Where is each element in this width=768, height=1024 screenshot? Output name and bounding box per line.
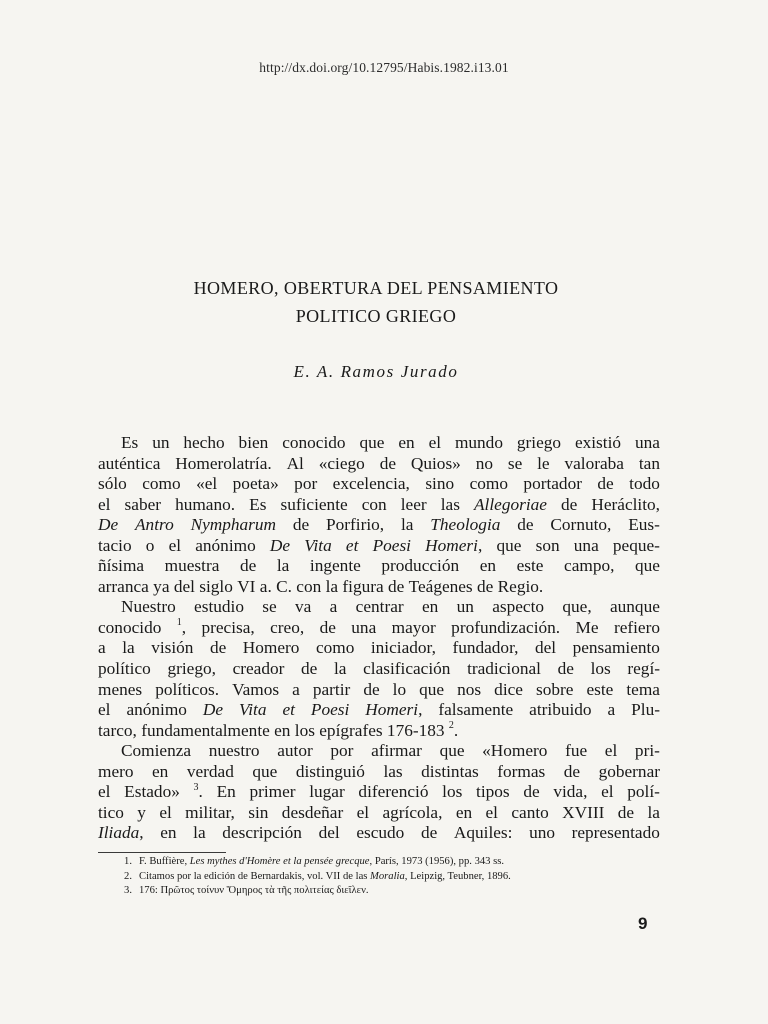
- word: en: [421, 597, 439, 617]
- word: desdeñar: [281, 802, 344, 822]
- word: de: [363, 679, 380, 699]
- word: «el: [196, 474, 218, 494]
- word: de: [319, 617, 336, 637]
- word: clasificación: [363, 659, 451, 679]
- word: Regio.: [497, 576, 544, 596]
- text-line: [98, 495, 660, 516]
- word: el: [159, 802, 172, 822]
- word: conocido: [282, 433, 346, 452]
- body-text: [98, 433, 660, 844]
- word: en: [455, 802, 473, 822]
- word: ingente: [309, 556, 361, 576]
- word: precisa,: [201, 617, 255, 637]
- word: a: [292, 679, 300, 699]
- word: polí-: [627, 782, 660, 802]
- word: la: [276, 556, 290, 576]
- word: la: [333, 659, 347, 679]
- word: muestra: [164, 556, 220, 576]
- footnote-text: 176: Πρῶτος τοίνυν Ὅμηρος τὰ τῆς πολιτείας διεῖλεν.: [139, 885, 369, 896]
- author-name: E. A. Ramos Jurado: [293, 362, 459, 381]
- word: pri-: [634, 741, 660, 761]
- word: a: [607, 700, 616, 720]
- word: Heráclito,: [591, 494, 660, 514]
- word: afirmar: [371, 741, 422, 761]
- word: «Homero: [482, 741, 548, 761]
- word: se: [262, 597, 277, 617]
- word: Homerolatría.: [175, 453, 272, 473]
- word: una: [573, 535, 599, 555]
- word: en: [274, 720, 291, 740]
- word: ñísima: [98, 556, 145, 576]
- article-title-line-1: HOMERO, OBERTURA DEL PENSAMIENTO: [193, 278, 559, 298]
- word: C.: [276, 576, 292, 596]
- word: los: [590, 659, 611, 679]
- word: el: [168, 535, 182, 555]
- word: formas: [497, 761, 546, 781]
- word: menes: [98, 679, 143, 699]
- text-line: [98, 803, 660, 824]
- word: Comienza: [121, 741, 192, 761]
- word: tipos: [476, 782, 510, 802]
- word: las: [383, 761, 403, 781]
- word: de: [477, 576, 494, 596]
- word: canto: [511, 802, 549, 822]
- word: vida,: [553, 782, 588, 802]
- text-line: [98, 536, 660, 557]
- word: iniciador,: [370, 638, 436, 658]
- word: todo: [629, 474, 660, 494]
- article-title-line-2: POLITICO GRIEGO: [295, 306, 457, 326]
- word: humano.: [175, 494, 236, 514]
- word: la: [647, 802, 660, 822]
- word: $^3$.: [193, 781, 203, 802]
- word: saber: [124, 494, 162, 514]
- word: fundador,: [452, 638, 519, 658]
- footnote: [98, 870, 660, 885]
- word: un: [456, 597, 474, 617]
- word: le: [537, 453, 550, 473]
- word: Homeri,: [365, 700, 423, 720]
- word: estudio: [194, 597, 244, 617]
- word: 176-183: [386, 720, 445, 740]
- word: una: [351, 617, 377, 637]
- word: la: [325, 576, 339, 596]
- word: que: [359, 433, 385, 452]
- word: por: [330, 741, 354, 761]
- word: fue: [565, 741, 588, 761]
- word: a: [329, 597, 338, 617]
- text-line: [98, 474, 660, 495]
- word: el: [485, 802, 498, 822]
- word: De: [202, 700, 224, 720]
- word: de: [597, 474, 614, 494]
- word: Teágenes: [408, 576, 473, 596]
- word: en: [398, 433, 415, 452]
- word: los: [294, 720, 315, 740]
- word: descripción: [222, 823, 302, 843]
- word: et: [345, 535, 359, 555]
- word: Allegoriae: [473, 494, 547, 514]
- word: el: [428, 433, 442, 452]
- word: y: [137, 802, 146, 822]
- text-line: [98, 680, 660, 701]
- word: tema: [626, 679, 660, 699]
- word: Theologia: [430, 515, 501, 535]
- word: el: [98, 782, 111, 802]
- word: visión: [151, 638, 194, 658]
- word: Nympharum: [190, 515, 277, 535]
- word: regí-: [627, 659, 660, 679]
- word: pensamiento: [572, 638, 660, 658]
- word: que,: [562, 597, 592, 617]
- word: gobernar: [598, 761, 660, 781]
- word: partir: [312, 679, 351, 699]
- word: et: [282, 700, 295, 720]
- word: existió: [574, 433, 622, 452]
- doi-link[interactable]: http://dx.doi.org/10.12795/Habis.1982.i13.01: [259, 60, 509, 75]
- text-line: [98, 454, 660, 475]
- word: griego: [516, 433, 562, 452]
- word: mayor: [391, 617, 436, 637]
- word: bien: [238, 433, 269, 452]
- word: del: [318, 823, 340, 843]
- word: centrar: [355, 597, 404, 617]
- word: agrícola,: [382, 802, 443, 822]
- word: de: [301, 659, 318, 679]
- word: Nuestro: [121, 597, 176, 617]
- footnote-text: Citamos por la edición de Bernardakis, vol. VII de las Moralia, Leipzig, Teubner, 1896.: [139, 870, 511, 882]
- word: que: [496, 535, 522, 555]
- footnote-number: 3.: [124, 885, 132, 896]
- word: sobre: [536, 679, 574, 699]
- text-line: [98, 618, 660, 639]
- word: político: [98, 659, 151, 679]
- word: como: [315, 638, 355, 658]
- word: Es: [121, 433, 139, 452]
- word: a: [98, 638, 106, 658]
- word: mundo: [454, 433, 503, 452]
- word: De: [98, 515, 119, 535]
- text-line: [98, 721, 660, 742]
- word: el: [356, 802, 370, 822]
- text-line: [98, 782, 660, 803]
- word: suficiente: [280, 494, 348, 514]
- word: Eus-: [628, 515, 660, 535]
- word: que: [635, 556, 660, 576]
- word: Me: [575, 617, 599, 637]
- word: En: [216, 782, 236, 802]
- word: de: [239, 556, 257, 576]
- word: Porfirio,: [326, 515, 385, 535]
- text-line: [98, 577, 660, 598]
- footnote-ref[interactable]: 1: [176, 617, 182, 629]
- word: diferenció: [358, 782, 429, 802]
- word: De: [269, 535, 291, 555]
- word: $^1$,: [176, 617, 187, 637]
- word: atribuido: [529, 700, 592, 720]
- word: con: [296, 576, 322, 596]
- text-line: [98, 515, 660, 536]
- word: una: [634, 433, 660, 452]
- word: por: [294, 474, 318, 494]
- word: del: [534, 638, 557, 658]
- word: o: [145, 535, 155, 555]
- word: nos: [457, 679, 482, 699]
- word: tacio: [98, 535, 132, 555]
- word: representado: [571, 823, 660, 843]
- word: tradicional: [467, 659, 541, 679]
- word: como: [142, 474, 181, 494]
- word: uno: [529, 823, 555, 843]
- footnote-ref[interactable]: 3: [193, 781, 199, 793]
- page-number: 9: [638, 914, 648, 933]
- word: Iliada,: [98, 823, 144, 843]
- word: primer: [249, 782, 296, 802]
- word: Poesi: [310, 700, 350, 720]
- word: los: [442, 782, 463, 802]
- word: de: [517, 515, 534, 535]
- word: se: [507, 453, 523, 473]
- word: auténtica: [98, 453, 161, 473]
- word: Estado»: [124, 782, 180, 802]
- word: políticos.: [155, 679, 220, 699]
- word: aunque: [609, 597, 660, 617]
- word: falsamente: [438, 700, 514, 720]
- word: no: [475, 453, 493, 473]
- text-line: [98, 597, 660, 618]
- word: como: [469, 474, 508, 494]
- word: son: [535, 535, 560, 555]
- word: creador: [232, 659, 285, 679]
- word: la: [400, 515, 414, 535]
- word: en: [160, 823, 177, 843]
- word: epígrafes: [319, 720, 383, 740]
- word: el: [604, 741, 618, 761]
- word: refiero: [613, 617, 660, 637]
- word: la: [193, 823, 206, 843]
- word: producción: [381, 556, 460, 576]
- word: valoraba: [564, 453, 624, 473]
- word: profundización.: [451, 617, 561, 637]
- word: verdad: [186, 761, 234, 781]
- word: en: [152, 761, 169, 781]
- word: sólo: [98, 474, 127, 494]
- word: militar,: [185, 802, 235, 822]
- word: anónimo: [195, 535, 256, 555]
- word: las: [440, 494, 460, 514]
- word: sino: [425, 474, 455, 494]
- word: que: [252, 761, 278, 781]
- footnote-number: 2.: [124, 870, 132, 882]
- word: $^2$.: [448, 719, 459, 740]
- text-line: [98, 433, 660, 454]
- word: fundamentalmente: [141, 720, 270, 740]
- word: con: [361, 494, 387, 514]
- word: el: [601, 782, 614, 802]
- word: poeta»: [232, 474, 279, 494]
- word: distintas: [421, 761, 479, 781]
- word: Quios»: [410, 453, 461, 473]
- word: Aquiles:: [453, 823, 513, 843]
- word: sin: [248, 802, 269, 822]
- text-line: [98, 823, 660, 844]
- word: Antro: [135, 515, 174, 535]
- footnote-divider: [98, 852, 226, 853]
- word: conocido: [98, 617, 162, 637]
- word: distinguió: [295, 761, 365, 781]
- word: ya: [153, 576, 170, 596]
- footnote: [98, 884, 660, 899]
- word: de: [561, 494, 578, 514]
- word: a.: [259, 576, 272, 596]
- word: lo: [392, 679, 407, 699]
- word: siglo: [199, 576, 233, 596]
- text-line: [98, 556, 660, 577]
- word: tarco,: [98, 720, 137, 740]
- word: peque-: [612, 535, 660, 555]
- word: leer: [400, 494, 427, 514]
- word: de: [209, 638, 227, 658]
- word: que: [439, 741, 465, 761]
- article-title: [0, 274, 752, 330]
- word: mero: [98, 761, 134, 781]
- word: de: [387, 576, 405, 596]
- footnotes: [98, 855, 660, 899]
- text-line: [98, 741, 660, 762]
- word: el: [98, 494, 111, 514]
- word: creo,: [270, 617, 305, 637]
- word: tico: [98, 802, 124, 822]
- word: lugar: [309, 782, 345, 802]
- word: Vita: [304, 535, 332, 555]
- word: VI: [237, 576, 256, 596]
- text-line: [98, 659, 660, 680]
- word: este: [586, 679, 614, 699]
- word: Al: [286, 453, 304, 473]
- word: la: [122, 638, 135, 658]
- word: de: [420, 823, 438, 843]
- word: de: [617, 802, 635, 822]
- word: de: [557, 659, 574, 679]
- word: de: [523, 782, 540, 802]
- word: figura: [342, 576, 384, 596]
- word: Poesi: [372, 535, 411, 555]
- word: aspecto: [492, 597, 545, 617]
- text-line: [98, 700, 660, 721]
- footnote: [98, 855, 660, 870]
- text-line: [98, 762, 660, 783]
- word: tan: [638, 453, 660, 473]
- word: anónimo: [126, 700, 187, 720]
- footnote-text: F. Buffière, Les mythes d'Homère et la pensée grecque, París, 1973 (1956), pp. 343 ss.: [139, 856, 504, 867]
- word: este: [516, 556, 544, 576]
- word: campo,: [564, 556, 615, 576]
- word: del: [173, 576, 195, 596]
- word: hecho: [183, 433, 225, 452]
- word: XVIII: [562, 802, 605, 822]
- text-line: [98, 638, 660, 659]
- word: Vamos: [232, 679, 280, 699]
- word: excelencia,: [332, 474, 410, 494]
- word: griego,: [167, 659, 216, 679]
- word: Homeri,: [425, 535, 483, 555]
- word: portador: [523, 474, 582, 494]
- word: de: [563, 761, 581, 781]
- word: Cornuto,: [550, 515, 612, 535]
- word: el: [98, 700, 111, 720]
- word: nuestro: [208, 741, 260, 761]
- word: un: [152, 433, 170, 452]
- word: de: [379, 453, 396, 473]
- word: autor: [277, 741, 313, 761]
- word: Plu-: [631, 700, 660, 720]
- word: «ciego: [318, 453, 365, 473]
- word: de: [292, 515, 310, 535]
- footnote-number: 1.: [124, 856, 132, 867]
- word: Es: [249, 494, 267, 514]
- word: Vita: [238, 700, 267, 720]
- word: en: [479, 556, 497, 576]
- word: escudo: [356, 823, 405, 843]
- word: arranca: [98, 576, 149, 596]
- word: que: [419, 679, 445, 699]
- word: dice: [494, 679, 523, 699]
- word: va: [295, 597, 312, 617]
- footnote-ref[interactable]: 2: [448, 719, 454, 731]
- word: Homero: [242, 638, 300, 658]
